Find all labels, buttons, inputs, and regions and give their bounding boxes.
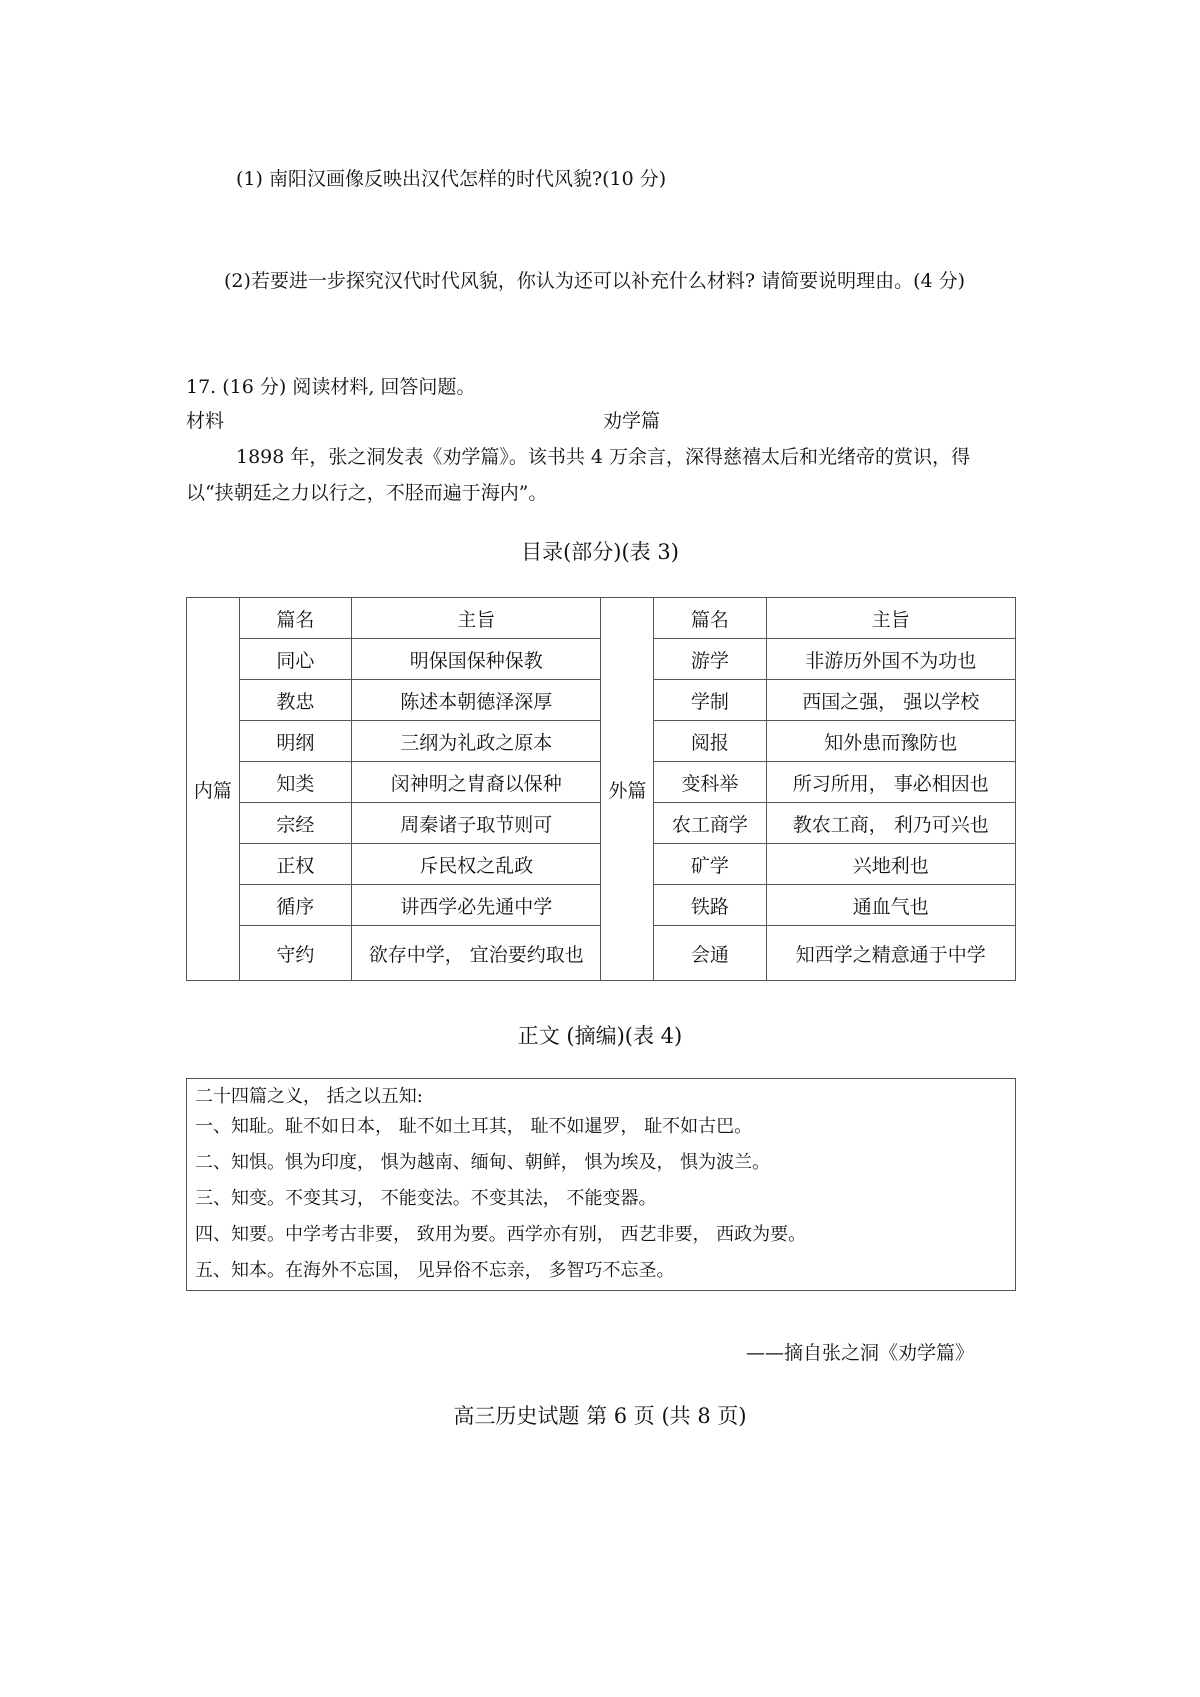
table-4-title: 正文 (摘编)(表 4) bbox=[517, 1024, 683, 1048]
inner-chapter-gist: 斥民权之乱政 bbox=[352, 844, 601, 885]
outer-chapter-gist: 兴地利也 bbox=[766, 844, 1015, 885]
source-citation: ——摘自张之洞《劝学篇》 bbox=[746, 1342, 975, 1364]
inner-chapter-name: 宗经 bbox=[239, 803, 351, 844]
page-footer: 高三历史试题 第 6 页 (共 8 页) bbox=[453, 1404, 747, 1428]
outer-chapter-name: 学制 bbox=[654, 680, 766, 721]
outer-chapter-gist: 教农工商， 利乃可兴也 bbox=[766, 803, 1015, 844]
material-paragraph-line-1: 1898 年，张之洞发表《劝学篇》。该书共 4 万余言，深得慈禧太后和光绪帝的赏识，得 bbox=[236, 446, 971, 468]
inner-chapter-name: 守约 bbox=[239, 926, 351, 981]
table-of-contents bbox=[186, 597, 1016, 981]
excerpt-box bbox=[186, 1078, 1016, 1291]
outer-chapters-label: 外篇 bbox=[601, 598, 654, 981]
outer-chapter-gist: 知外患而豫防也 bbox=[766, 721, 1015, 762]
outer-chapter-gist: 西国之强， 强以学校 bbox=[766, 680, 1015, 721]
inner-chapter-gist: 三纲为礼政之原本 bbox=[352, 721, 601, 762]
outer-chapter-name: 农工商学 bbox=[654, 803, 766, 844]
outer-chapter-gist: 知西学之精意通于中学 bbox=[766, 926, 1015, 981]
excerpt-line: 一、知耻。耻不如日本， 耻不如土耳其， 耻不如暹罗， 耻不如古巴。 bbox=[195, 1116, 753, 1137]
inner-chapter-gist: 陈述本朝德泽深厚 bbox=[352, 680, 601, 721]
inner-chapter-name: 教忠 bbox=[239, 680, 351, 721]
material-label: 材料 bbox=[186, 410, 225, 432]
excerpt-line: 四、知要。中学考古非要， 致用为要。西学亦有别， 西艺非要， 西政为要。 bbox=[195, 1224, 807, 1245]
excerpt-line: 五、知本。在海外不忘国， 见异俗不忘亲， 多智巧不忘圣。 bbox=[195, 1260, 675, 1281]
excerpt-line: 三、知变。不变其习， 不能变法。不变其法， 不能变器。 bbox=[195, 1188, 657, 1209]
excerpt-line: 二、知惧。惧为印度， 惧为越南、缅甸、朝鲜， 惧为埃及， 惧为波兰。 bbox=[195, 1152, 771, 1173]
inner-chapter-name: 循序 bbox=[239, 885, 351, 926]
outer-chapter-gist: 通血气也 bbox=[766, 885, 1015, 926]
inner-chapter-gist: 讲西学必先通中学 bbox=[352, 885, 601, 926]
inner-chapter-gist: 周秦诸子取节则可 bbox=[352, 803, 601, 844]
outer-chapter-name: 会通 bbox=[654, 926, 766, 981]
outer-chapter-name: 变科举 bbox=[654, 762, 766, 803]
column-header-name: 篇名 bbox=[239, 598, 351, 639]
inner-chapter-gist: 闵神明之胄裔以保种 bbox=[352, 762, 601, 803]
table-3-title: 目录(部分)(表 3) bbox=[521, 540, 679, 564]
excerpt-intro-line: 二十四篇之义， 括之以五知: bbox=[195, 1086, 423, 1107]
outer-chapter-gist: 非游历外国不为功也 bbox=[766, 639, 1015, 680]
material-paragraph-line-2: 以“挟朝廷之力以行之，不胫而遍于海内”。 bbox=[186, 482, 548, 504]
outer-chapter-gist: 所习所用， 事必相因也 bbox=[766, 762, 1015, 803]
outer-chapter-name: 矿学 bbox=[654, 844, 766, 885]
inner-chapter-gist: 明保国保种保教 bbox=[352, 639, 601, 680]
question-16-part-2: (2)若要进一步探究汉代时代风貌，你认为还可以补充什么材料? 请简要说明理由。(4 分) bbox=[224, 270, 966, 292]
outer-chapter-name: 游学 bbox=[654, 639, 766, 680]
inner-chapter-name: 知类 bbox=[239, 762, 351, 803]
material-title: 劝学篇 bbox=[603, 410, 661, 432]
inner-chapters-label: 内篇 bbox=[187, 598, 240, 981]
outer-chapter-name: 铁路 bbox=[654, 885, 766, 926]
inner-chapter-name: 正权 bbox=[239, 844, 351, 885]
column-header-gist: 主旨 bbox=[766, 598, 1015, 639]
column-header-gist: 主旨 bbox=[352, 598, 601, 639]
column-header-name: 篇名 bbox=[654, 598, 766, 639]
inner-chapter-name: 明纲 bbox=[239, 721, 351, 762]
question-16-part-1: (1) 南阳汉画像反映出汉代怎样的时代风貌?(10 分) bbox=[236, 168, 667, 190]
inner-chapter-gist: 欲存中学， 宜治要约取也 bbox=[352, 926, 601, 981]
table-header-row bbox=[187, 598, 1016, 639]
inner-chapter-name: 同心 bbox=[239, 639, 351, 680]
question-17-header: 17. (16 分) 阅读材料, 回答问题。 bbox=[186, 376, 476, 398]
outer-chapter-name: 阅报 bbox=[654, 721, 766, 762]
